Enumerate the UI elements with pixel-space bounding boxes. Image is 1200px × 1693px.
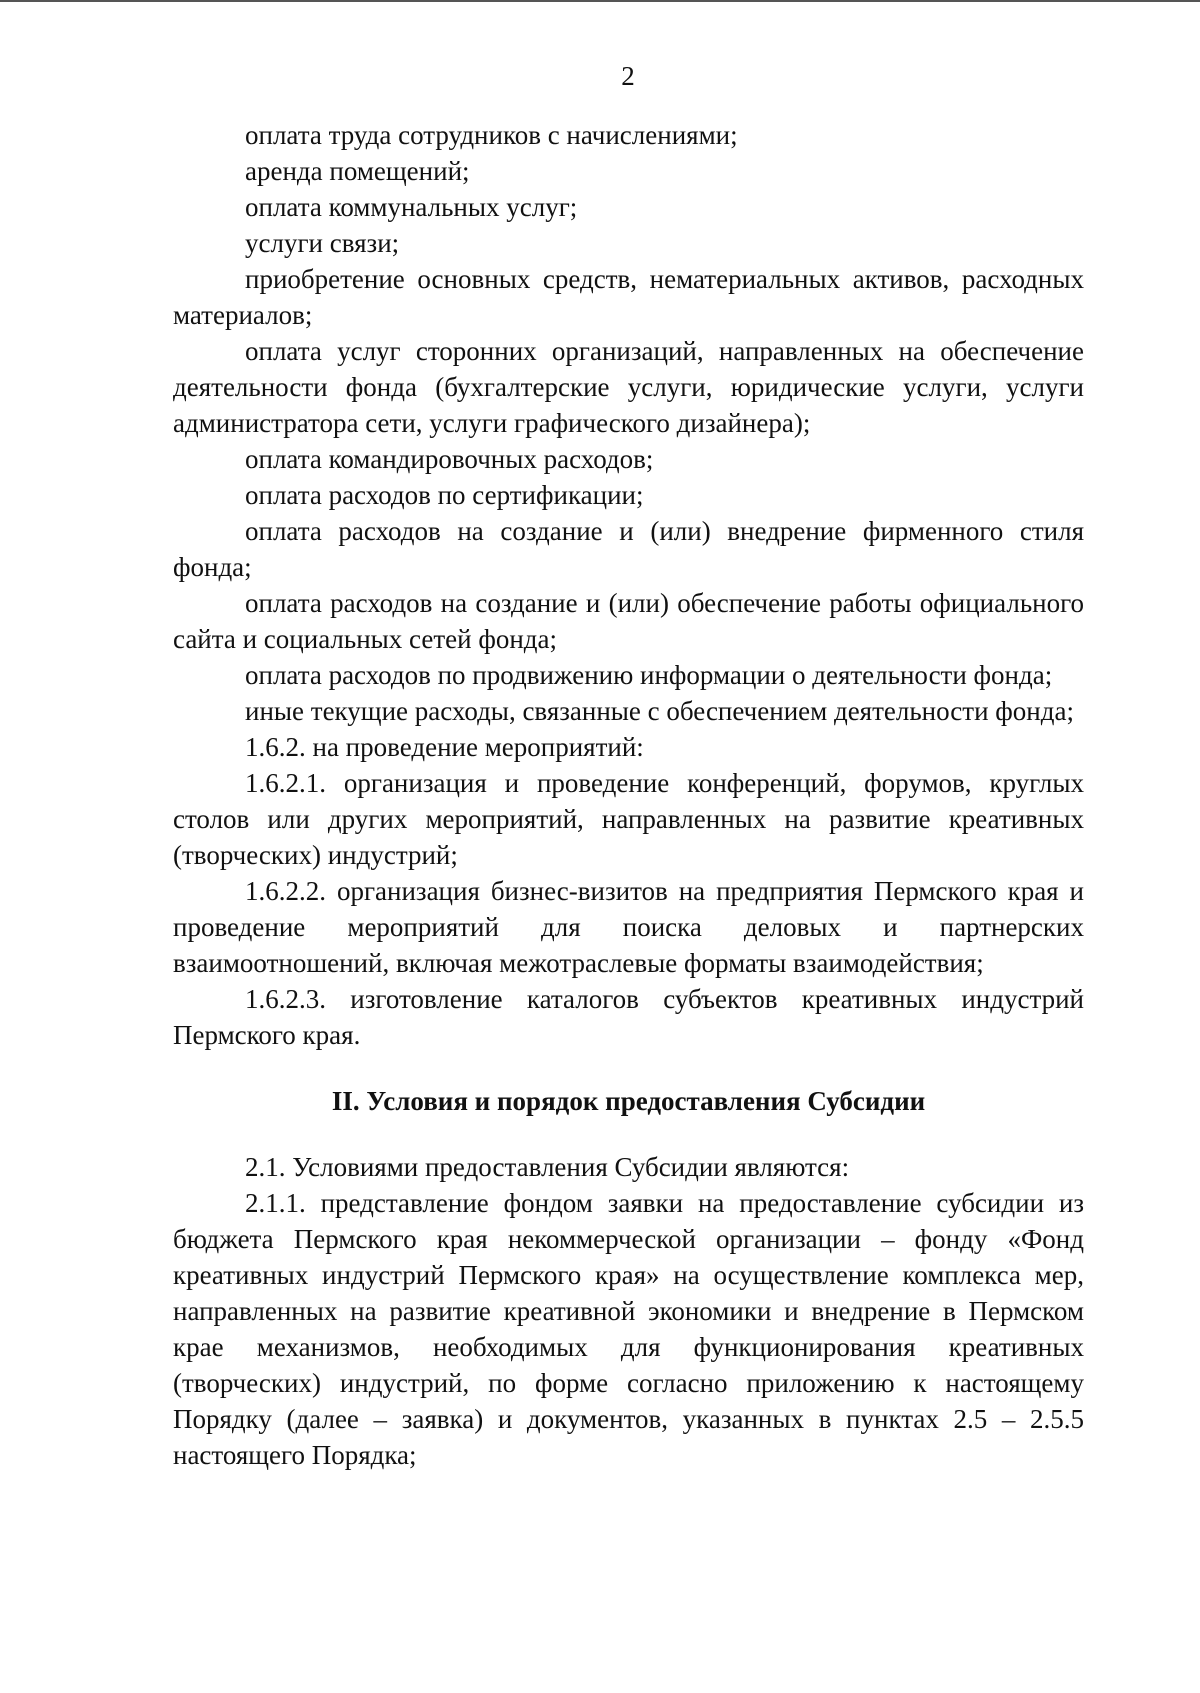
paragraph: 1.6.2.1. организация и проведение конференций, форумов, круглых столов или других мероприятий, направленных на развитие креативных (творческих) индустрий; — [173, 768, 1084, 870]
section-heading: II. Условия и порядок предоставления Субсидии — [331, 1086, 926, 1116]
paragraph: оплата командировочных расходов; — [245, 444, 654, 474]
paragraph: приобретение основных средств, нематериальных активов, расходных материалов; — [173, 264, 1084, 330]
paragraph: оплата коммунальных услуг; — [245, 192, 578, 222]
paragraph: оплата услуг сторонних организаций, направленных на обеспечение деятельности фонда (бухгалтерские услуги, юридические услуги, услуги администратора сети, услуги графического дизайнера); — [173, 336, 1084, 438]
paragraph: иные текущие расходы, связанные с обеспечением деятельности фонда; — [245, 696, 1074, 726]
paragraph: 1.6.2.3. изготовление каталогов субъектов креативных индустрий Пермского края. — [173, 984, 1084, 1050]
paragraph: 2.1.1. представление фондом заявки на предоставление субсидии из бюджета Пермского края некоммерческой организации – фонду «Фонд креативных индустрий Пермского края» на осуществление комплекса мер, направленных на развитие креативной экономики и внедрение в Пермском крае механизмов, необходимых для функционирования креативных (творческих) индустрий, по форме согласно приложению к настоящему Порядку (далее – заявка) и документов, указанных в пунктах 2.5 – 2.5.5 настоящего Порядка; — [173, 1188, 1084, 1470]
page-number: 2 — [621, 61, 635, 91]
paragraph: 1.6.2.2. организация бизнес-визитов на предприятия Пермского края и проведение мероприятий для поиска деловых и партнерских взаимоотношений, включая межотраслевые форматы взаимодействия; — [173, 876, 1084, 978]
scan-top-edge — [0, 0, 1200, 2]
paragraph: оплата расходов на создание и (или) внедрение фирменного стиля фонда; — [173, 516, 1084, 582]
paragraph: услуги связи; — [245, 228, 400, 258]
paragraph: оплата расходов по сертификации; — [245, 480, 644, 510]
paragraph: аренда помещений; — [245, 156, 470, 186]
paragraph: оплата труда сотрудников с начислениями; — [245, 120, 738, 150]
paragraph: 2.1. Условиями предоставления Субсидии являются: — [245, 1152, 850, 1182]
paragraph: 1.6.2. на проведение мероприятий: — [245, 732, 644, 762]
paragraph: оплата расходов на создание и (или) обеспечение работы официального сайта и социальных сетей фонда; — [173, 588, 1084, 654]
document-body — [173, 117, 1084, 1473]
paragraph: оплата расходов по продвижению информации о деятельности фонда; — [245, 660, 1053, 690]
